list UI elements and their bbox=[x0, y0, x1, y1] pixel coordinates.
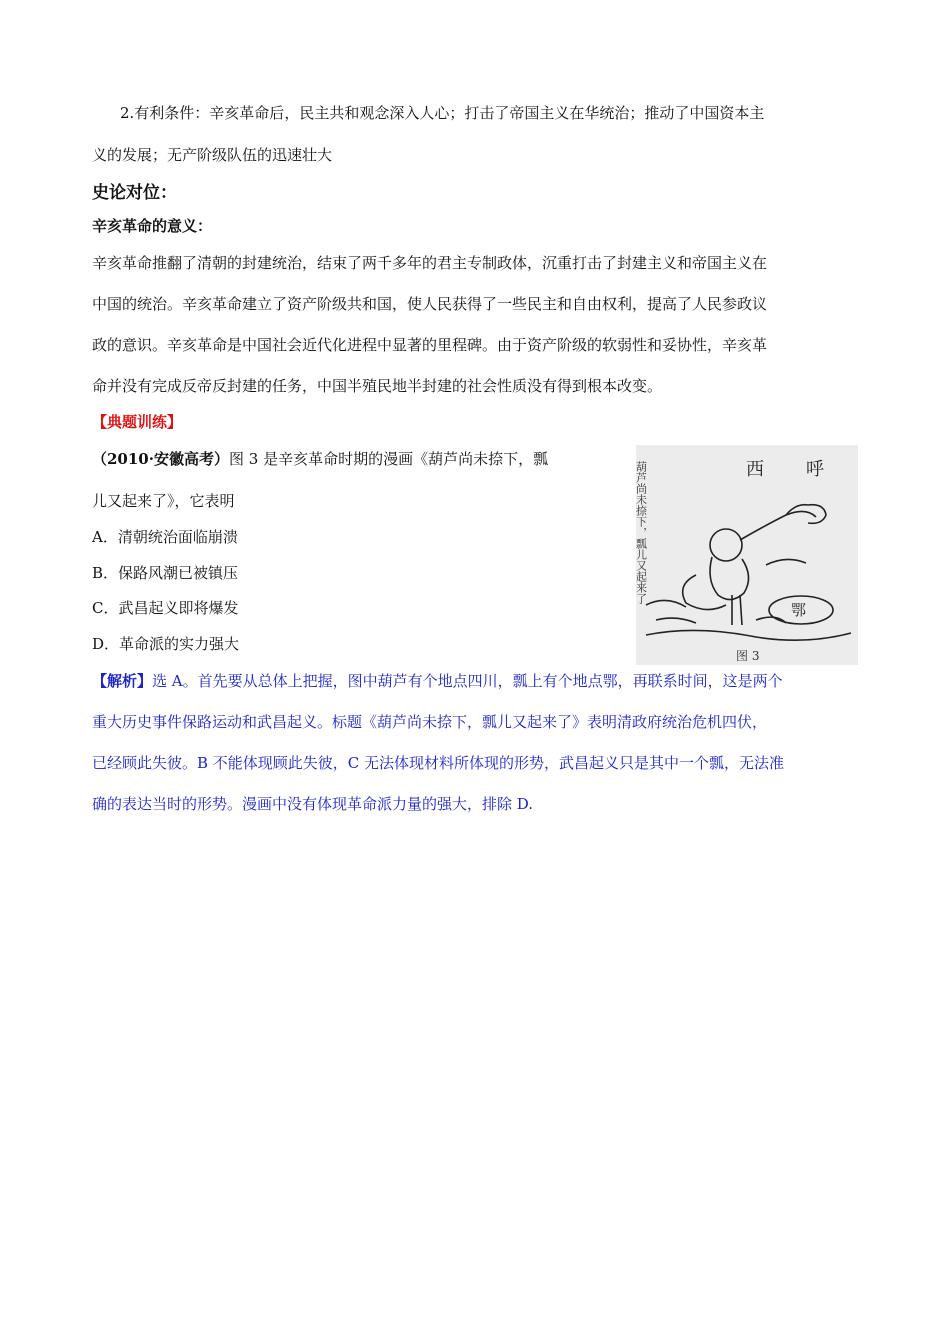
question-line-2: 儿又起来了》，它表明 bbox=[92, 492, 235, 510]
training-title: 【典题训练】 bbox=[92, 413, 183, 431]
cartoon-text-3: 鄂 bbox=[791, 601, 807, 619]
significance-line-2: 中国的统治。辛亥革命建立了资产阶级共和国，使人民获得了一些民主和自由权利，提高了人民参政议 bbox=[92, 295, 768, 313]
significance-line-1: 辛亥革命推翻了清朝的封建统治，结束了两千多年的君主专制政体，沉重打击了封建主义和帝国主义在 bbox=[92, 254, 768, 272]
cartoon-handwriting bbox=[635, 460, 648, 604]
significance-line-4: 命并没有完成反帝反封建的任务，中国半殖民地半封建的社会性质没有得到根本改变。 bbox=[92, 377, 663, 395]
analysis-label: 【解析】 bbox=[92, 672, 153, 690]
cartoon-text-4: 葫芦尚未捺下，瓢儿又起来了 bbox=[634, 461, 648, 604]
question-source: （2010·安徽高考） bbox=[92, 450, 229, 468]
question-text: 图 3 是辛亥革命时期的漫画《葫芦尚未捺下，瓢 bbox=[228, 450, 549, 468]
figure-caption: 图 3 bbox=[736, 649, 760, 663]
section-title: 史论对位： bbox=[92, 183, 177, 203]
significance-title: 辛亥革命的意义： bbox=[92, 217, 213, 235]
option-a: A．清朝统治面临崩溃 bbox=[92, 528, 238, 546]
analysis-text-1: 选 A。首先要从总体上把握，图中葫芦有个地点四川，瓢上有个地点鄂，再联系时间，这是两个 bbox=[152, 672, 783, 690]
cartoon-text-1: 呼 bbox=[806, 459, 824, 480]
option-d: D．革命派的实力强大 bbox=[92, 635, 240, 653]
question-line-1 bbox=[92, 449, 548, 469]
analysis-line-4: 确的表达当时的形势。漫画中没有体现革命派力量的强大，排除 D. bbox=[92, 795, 534, 813]
conditions-line-1: 2.有利条件：辛亥革命后，民主共和观念深入人心；打击了帝国主义在华统治；推动了中国资本主 bbox=[120, 104, 765, 122]
analysis-line-2: 重大历史事件保路运动和武昌起义。标题《葫芦尚未捺下，瓢儿又起来了》表明清政府统治危机四伏， bbox=[92, 713, 768, 731]
cartoon-illustration bbox=[636, 445, 858, 665]
cartoon-figure bbox=[636, 445, 858, 665]
option-b: B．保路风潮已被镇压 bbox=[92, 564, 239, 582]
cartoon-text-2: 西 bbox=[746, 459, 764, 480]
analysis-line-3: 已经顾此失彼。B 不能体现顾此失彼，C 无法体现材料所体现的形势，武昌起义只是其中一个瓢，无法准 bbox=[92, 754, 785, 772]
analysis-line-1 bbox=[92, 671, 783, 691]
significance-line-3: 政的意识。辛亥革命是中国社会近代化进程中显著的里程碑。由于资产阶级的软弱性和妥协性，辛亥革 bbox=[92, 336, 768, 354]
conditions-line-2: 义的发展；无产阶级队伍的迅速壮大 bbox=[92, 146, 333, 164]
option-c: C．武昌起义即将爆发 bbox=[92, 599, 239, 617]
